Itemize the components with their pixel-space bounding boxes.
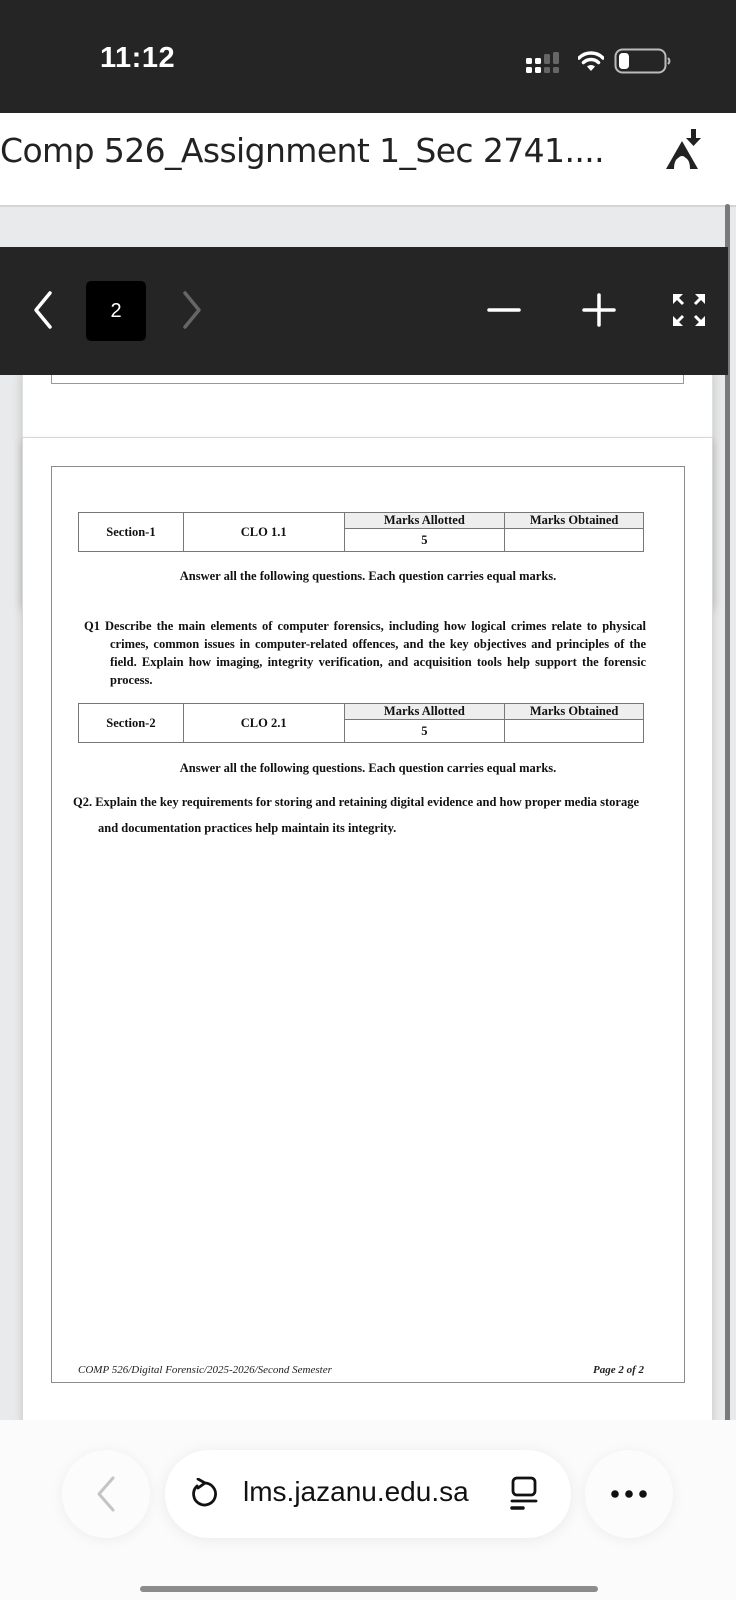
more-options-button[interactable] (585, 1450, 673, 1538)
cellular-signal-icon (526, 52, 562, 74)
page-border (51, 466, 685, 1383)
clo-label: CLO 2.1 (183, 704, 344, 743)
back-icon (91, 1474, 121, 1514)
section-2-instruction: Answer all the following questions. Each question carries equal marks. (179, 761, 557, 775)
page-number-field[interactable]: 2 (86, 281, 146, 341)
battery-icon (614, 48, 672, 74)
section-label: Section-1 (79, 513, 184, 552)
more-icon (609, 1488, 649, 1500)
plus-icon[interactable] (578, 289, 620, 331)
document-title-bar (0, 113, 736, 207)
chevron-right-icon[interactable] (177, 287, 207, 333)
status-bar (0, 0, 736, 113)
marks-allotted-value: 5 (344, 720, 505, 743)
section-1-instruction: Answer all the following questions. Each question carries equal marks. (179, 569, 557, 583)
section-label: Section-2 (79, 704, 184, 743)
question-2: Q2. Explain the key requirements for storing and retaining digital evidence and how proper media storage and documentation practices help maintain its integrity. (73, 795, 639, 835)
marks-obtained-header: Marks Obtained (505, 513, 644, 529)
clo-label: CLO 1.1 (183, 513, 344, 552)
pdf-page (22, 437, 713, 1420)
url-text: lms.jazanu.edu.sa (243, 1476, 469, 1507)
pdf-viewer[interactable] (0, 207, 736, 1420)
page-footer-number: Page 2 of 2 (592, 1364, 644, 1376)
section-2-table (78, 703, 644, 743)
marks-obtained-header: Marks Obtained (505, 704, 644, 720)
document-title: Comp 526_Assignment 1_Sec 2741.... (0, 131, 605, 170)
chevron-left-icon[interactable] (28, 287, 58, 333)
back-button[interactable] (62, 1450, 150, 1538)
browser-bottom-bar (0, 1420, 736, 1600)
status-time: 11:12 (100, 42, 176, 74)
vertical-scrollbar[interactable] (725, 204, 730, 1474)
marks-allotted-header: Marks Allotted (344, 704, 505, 720)
home-indicator[interactable] (140, 1586, 598, 1592)
reload-icon[interactable] (187, 1478, 219, 1510)
section-1-table (78, 512, 644, 552)
fullscreen-icon[interactable] (670, 291, 708, 329)
minus-icon[interactable] (483, 289, 525, 331)
wifi-icon (578, 50, 604, 72)
page-footer-course: COMP 526/Digital Forensic/2025-2026/Second Semester (78, 1364, 332, 1376)
question-1: Q1 Describe the main elements of computer forensics, including how logical crimes relate to physical crimes, common issues in computer-related offences, and the key objectives and principles of the field. Explain how imaging, integrity verification, and acquisition tools help support the forensic process. (84, 619, 646, 687)
marks-obtained-value (505, 529, 644, 552)
marks-obtained-value (505, 720, 644, 743)
address-bar[interactable] (165, 1450, 571, 1538)
pdf-toolbar (0, 247, 728, 375)
download-icon[interactable] (662, 127, 706, 173)
reader-mode-icon[interactable] (509, 1476, 539, 1512)
marks-allotted-value: 5 (344, 529, 505, 552)
marks-allotted-header: Marks Allotted (344, 513, 505, 529)
